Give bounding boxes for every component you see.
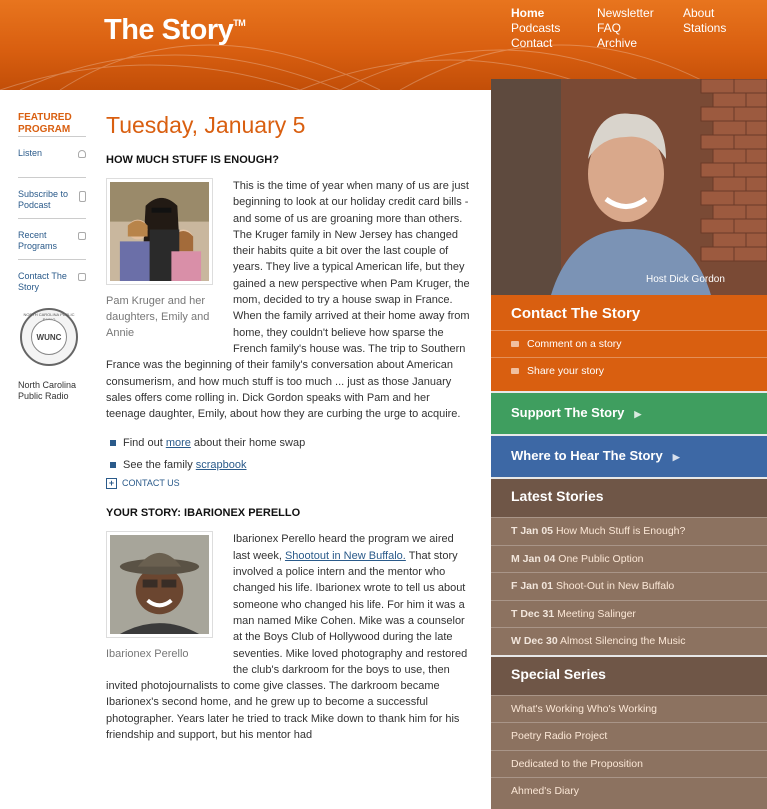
sidebar-item-contact[interactable]: Contact The Story — [18, 259, 86, 300]
left-sidebar — [18, 112, 86, 402]
host-photo — [491, 79, 767, 295]
shootout-link[interactable]: Shootout in New Buffalo. — [284, 549, 406, 562]
more-link[interactable]: more — [165, 437, 191, 450]
nav-stations[interactable]: Stations — [683, 21, 727, 35]
special-series-title: Special Series — [491, 657, 767, 695]
chat-icon — [78, 273, 86, 281]
nav-newsletter[interactable]: Newsletter — [597, 6, 654, 20]
site-header — [0, 0, 767, 90]
special-series-block — [491, 655, 767, 805]
contact-us-link[interactable]: + CONTACT US — [106, 478, 471, 489]
speech-bubble-icon — [511, 368, 519, 374]
ibarionex-photo-image — [110, 535, 209, 634]
story1-link-scrapbook: See the family scrapbook — [106, 459, 471, 472]
latest-story-item[interactable]: T Jan 05 How Much Stuff is Enough? — [491, 517, 767, 545]
nav-podcasts[interactable]: Podcasts — [511, 21, 561, 35]
story1 — [106, 178, 471, 489]
nav-home[interactable]: Home — [511, 6, 545, 20]
special-series-item[interactable]: Dedicated to the Proposition — [491, 750, 767, 778]
main-column — [106, 90, 471, 743]
station-name: North Carolina Public Radio — [18, 380, 77, 401]
nav-faq[interactable]: FAQ — [597, 21, 622, 35]
story2-photo — [106, 531, 213, 638]
nav-archive[interactable]: Archive — [597, 36, 638, 50]
chat-icon — [78, 232, 86, 240]
share-your-story-link[interactable]: Share your story — [491, 357, 767, 384]
story2-heading: YOUR STORY: IBARIONEX PERELLO — [106, 507, 301, 520]
special-series-item[interactable]: Poetry Radio Project — [491, 722, 767, 750]
arrow-right-icon: ▶ — [672, 452, 680, 462]
sidebar-item-recent-programs[interactable]: Recent Programs — [18, 218, 86, 259]
contact-title[interactable]: Contact The Story — [511, 305, 641, 322]
comment-on-story-link[interactable]: Comment on a story — [491, 330, 767, 357]
host-caption: Host Dick Gordon — [646, 274, 725, 285]
sidebar-item-subscribe[interactable]: Subscribe to Podcast — [18, 177, 86, 218]
podcast-icon — [79, 191, 86, 202]
contact-panel — [491, 295, 767, 391]
nav-column-1 — [511, 6, 560, 51]
story2 — [106, 531, 471, 743]
nav-column-3 — [683, 6, 726, 36]
headphones-icon — [78, 150, 86, 158]
right-column — [491, 79, 767, 809]
latest-story-item[interactable]: F Jan 01 Shoot-Out in New Buffalo — [491, 572, 767, 600]
nav-column-2 — [597, 6, 654, 51]
wunc-station-seal[interactable]: NORTH CAROLINA PUBLIC WUNC — [20, 308, 78, 366]
latest-story-item[interactable]: M Jan 04 One Public Option — [491, 545, 767, 573]
featured-program-label: FEATURED PROGRAM — [18, 112, 72, 135]
host-photo-image — [491, 79, 767, 295]
plus-icon: + — [106, 478, 117, 489]
special-series-item[interactable]: Ahmed's Diary — [491, 777, 767, 805]
scrapbook-link[interactable]: scrapbook — [195, 459, 247, 472]
story1-photo-block — [106, 178, 219, 341]
story2-caption: Ibarionex Perello — [106, 648, 189, 661]
sidebar-item-listen[interactable]: Listen — [18, 136, 86, 177]
story2-photo-block — [106, 531, 219, 662]
speech-bubble-icon — [511, 341, 519, 347]
content-area — [0, 90, 491, 809]
story1-link-home-swap: Find out more about their home swap — [106, 437, 471, 450]
site-logo[interactable]: The Story™ — [104, 14, 246, 46]
story1-caption: Pam Kruger and her daughters, Emily and Annie — [106, 295, 210, 339]
latest-stories-block — [491, 477, 767, 655]
latest-story-item[interactable]: T Dec 31 Meeting Salinger — [491, 600, 767, 628]
family-photo-image — [110, 182, 209, 281]
special-series-item[interactable]: What's Working Who's Working — [491, 695, 767, 723]
where-to-hear-band[interactable]: Where to Hear The Story ▶ — [491, 434, 767, 477]
arrow-right-icon: ▶ — [634, 409, 642, 419]
story1-photo — [106, 178, 213, 285]
support-the-story-band[interactable]: Support The Story ▶ — [491, 391, 767, 434]
latest-story-item[interactable]: W Dec 30 Almost Silencing the Music — [491, 627, 767, 655]
nav-about[interactable]: About — [683, 6, 715, 20]
story1-heading: HOW MUCH STUFF IS ENOUGH? — [106, 154, 279, 166]
story2-body: Ibarionex Perello heard the program we aired last week, Shootout in New Buffalo. That story involved a police intern and the mentor who changed his life. Ibarionex wrote to tell us about someone who changed his life. For him it was a man named Mike Cohen. Mike was a counselor at the Boys Club of Hollywood during the late seventies. Mike loved photography and restored the club's darkroom for the boys to use, then invited photojournalists to come give classes. The darkroom became Ibarionex's second home, and he grew up to become a successful photographer. Years later he tried to track Mike down to thank him for his friendship and support, but his mentor had — [106, 533, 468, 742]
latest-stories-title: Latest Stories — [491, 479, 767, 517]
nav-contact[interactable]: Contact — [511, 36, 553, 50]
story1-body: This is the time of year when many of us are just beginning to look at our holiday credit card bills - and some of us are groaning more than others. The Kruger family in New Jersey has changed their habits quite a bit over the last couple of years. They live a typical American life, but they gained a new perspective when Pam Kruger, the mom, decided to try a house swap in France. When the family arrived at their home away from home, they couldn't believe how sparse the French family's house was. The trip to Southern France was the beginning of their family's conversation about American consumerism, and how much stuff is too much ... just as those January sales offers come rolling in. Dick Gordon speaks with Pam and her teenage daughter, Emily, about how they are curbing the urge to acquire. — [106, 180, 470, 421]
page-date: Tuesday, January 5 — [106, 112, 306, 138]
